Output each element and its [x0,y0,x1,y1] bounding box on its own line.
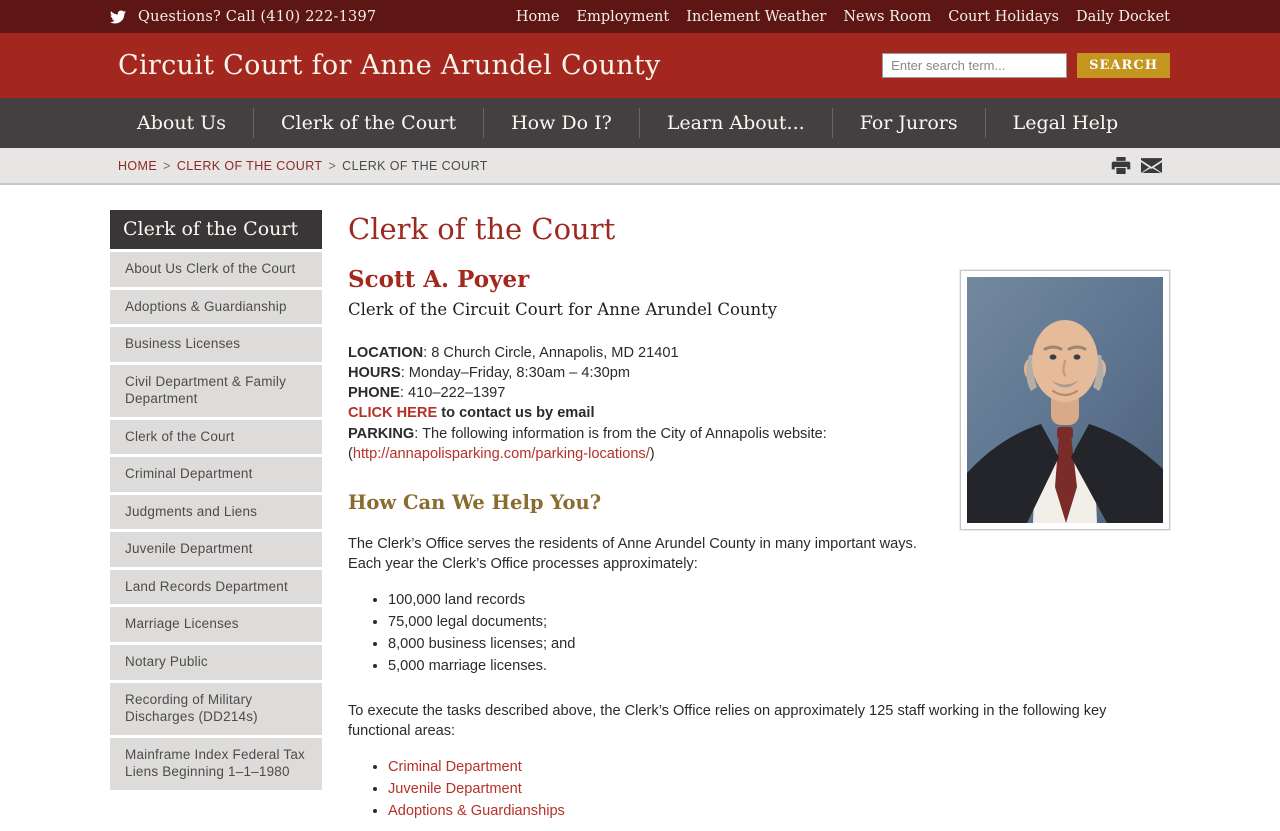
breadcrumb-current: CLERK OF THE COURT [342,158,488,173]
main-nav [110,98,1170,148]
utility-nav-link[interactable]: Employment [576,8,670,25]
utility-nav [516,9,1170,25]
parking-link[interactable]: http://annapolisparking.com/parking-locations/ [352,445,650,462]
main-navigation-bar [0,98,1280,148]
utility-nav-link[interactable]: Home [515,8,560,25]
stats-list [388,590,1170,677]
department-link[interactable]: Criminal Department [388,758,522,775]
breadcrumb-link[interactable]: CLERK OF THE COURT [176,158,323,173]
twitter-icon[interactable] [110,9,126,25]
utility-nav-link[interactable]: Court Holidays [948,8,1059,25]
stats-item: • 100,000 land records [388,590,1170,610]
stats-item: • 8,000 business licenses; and [388,634,1170,654]
hours-line: HOURS: Monday–Friday, 8:30am – 4:30pm [348,365,630,382]
department-links-list [388,757,1170,821]
print-icon[interactable] [1111,157,1131,174]
main-nav-item[interactable]: Clerk of the Court [254,108,484,138]
location-line: LOCATION: 8 Church Circle, Annapolis, MD 21401 [348,345,679,361]
sidebar-item[interactable]: About Us Clerk of the Court [110,252,322,287]
search-input[interactable] [882,53,1067,78]
sidebar-item[interactable]: Recording of Military Discharges (DD214s) [110,683,322,735]
sidebar-item[interactable]: Adoptions & Guardianship [110,290,322,325]
sidebar-item[interactable]: Juvenile Department [110,532,322,567]
department-link[interactable]: Juvenile Department [388,780,522,797]
stats-item: • 75,000 legal documents; [388,612,1170,632]
email-icon[interactable] [1141,158,1162,173]
sidebar-item[interactable]: Clerk of the Court [110,420,322,455]
sidebar-item[interactable]: Business Licenses [110,327,322,362]
breadcrumb [110,159,488,173]
help-heading: How Can We Help You? [348,490,602,514]
sidebar-menu [110,252,322,790]
portrait-illustration [967,277,1163,523]
breadcrumb-separator: > [163,158,171,173]
sidebar-item[interactable]: Mainframe Index Federal Tax Liens Beginning 1–1–1980 [110,738,322,790]
staff-paragraph: To execute the tasks described above, the Clerk’s Office relies on approximately 125 staff working in the following key functional areas: [348,702,1107,739]
main-nav-item[interactable]: About Us [110,108,254,138]
masthead [0,33,1280,98]
phone-question-text: Questions? Call (410) 222-1397 [138,8,377,25]
search-button[interactable]: SEARCH [1077,53,1170,78]
person-role: Clerk of the Circuit Court for Anne Arundel County [348,300,778,319]
site-search [882,53,1170,78]
sidebar-item[interactable]: Civil Department & Family Department [110,365,322,417]
utility-nav-link[interactable]: Inclement Weather [686,8,827,25]
sidebar-title: Clerk of the Court [110,210,322,249]
department-link-item [388,779,1170,799]
sidebar-item[interactable]: Marriage Licenses [110,607,322,642]
breadcrumb-link[interactable]: HOME [118,158,158,173]
phone-line: PHONE: 410–222–1397 [348,385,506,402]
utility-nav-link[interactable]: News Room [843,8,932,25]
sidebar [110,210,322,793]
stats-item: • 5,000 marriage licenses. [388,656,1170,676]
sidebar-item[interactable]: Land Records Department [110,570,322,605]
intro-paragraph: The Clerk’s Office serves the residents of Anne Arundel County in many important ways. Each year the Clerk’s Office processes approximately: [348,535,917,572]
main-nav-item[interactable]: Legal Help [1012,112,1119,134]
sidebar-item[interactable]: Criminal Department [110,457,322,492]
email-line: CLICK HERE to contact us by email [348,405,595,422]
page-title: Clerk of the Court [348,212,616,246]
site-title: Circuit Court for Anne Arundel County [118,50,661,81]
sidebar-item[interactable]: Judgments and Liens [110,495,322,530]
department-link-item [388,757,1170,777]
top-utility-bar [0,0,1280,33]
breadcrumb-separator: > [328,158,337,173]
portrait-photo [960,270,1170,530]
parking-line: PARKING: The following information is from the City of Annapolis website: (http://annapolisparking.com/parking-locations/) [348,425,827,462]
department-link-item [388,801,1170,821]
person-name: Scott A. Poyer [348,266,530,293]
sidebar-item[interactable]: Notary Public [110,645,322,680]
contact-email-link[interactable]: CLICK HERE [348,405,438,422]
utility-nav-link[interactable]: Daily Docket [1075,8,1170,25]
main-nav-item[interactable]: Learn About... [640,108,833,138]
department-link[interactable]: Adoptions & Guardianships [388,803,565,819]
breadcrumb-bar [0,148,1280,185]
main-content [348,210,1170,831]
main-nav-item[interactable]: For Jurors [833,108,986,138]
main-nav-item[interactable]: How Do I? [484,108,640,138]
